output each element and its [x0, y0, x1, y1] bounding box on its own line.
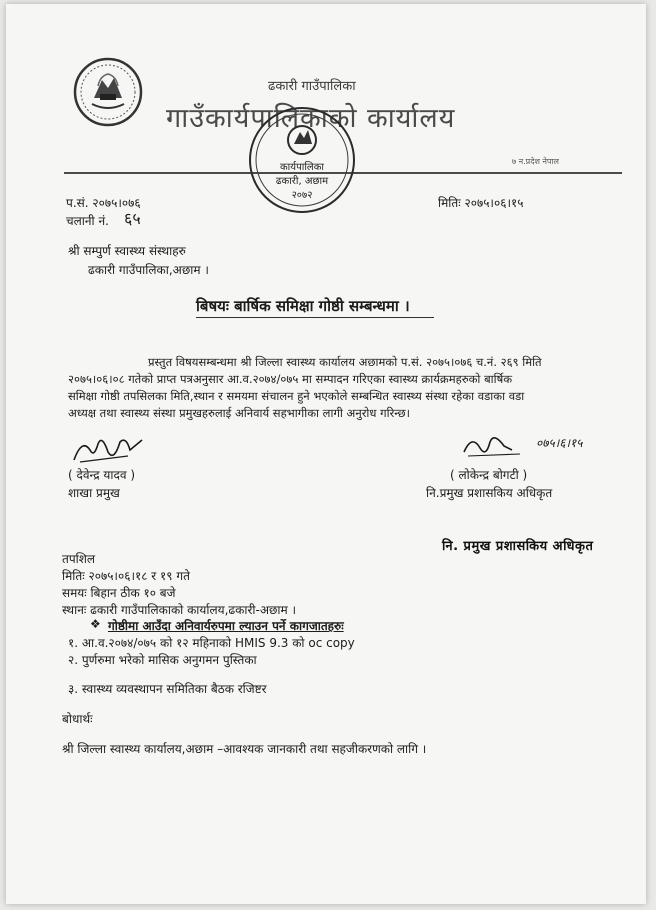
body-paragraph	[68, 354, 608, 422]
document-item: २. पुर्णरुमा भरेको मासिक अनुगमन पुस्तिका	[68, 653, 257, 667]
document-item: ३. स्वास्थ्य व्यवस्थापन समितिका बैठक रजिष्टर	[68, 682, 267, 696]
body-line: २०७५।०६।०८ गतेको प्राप्त पत्रअनुसार आ.व.२०७४/०७५ मा सम्पादन गरिएका स्वास्थ्य क्रार्यक्रमहरुको बार्षिक	[68, 372, 513, 386]
diamond-bullet-icon: ❖	[90, 617, 101, 631]
subject-line: बिषयः बार्षिक समिक्षा गोष्ठी सम्बन्धमा ।	[196, 297, 410, 315]
tapasil-place: स्थानः ढकारी गाउँपालिकाको कार्यालय,ढकारी-अछाम ।	[62, 603, 297, 617]
recipient-line-2: ढकारी गाउँपालिका,अछाम ।	[88, 263, 209, 277]
tapasil-date: मितिः २०७५।०६।१८ र १९ गते	[62, 569, 190, 583]
svg-text:ढकारी, अछाम: ढकारी, अछाम	[275, 176, 329, 187]
right-signatory-name: ( लोकेन्द्र बोगटी )	[450, 468, 528, 482]
chalani-label: चलानी नं.	[66, 214, 109, 228]
office-name: गाउँकार्यपालिकाको कार्यालय	[166, 103, 456, 134]
document-item: १. आ.व.२०७४/०७५ को १२ महिनाको HMIS 9.3 को oc copy	[68, 636, 355, 650]
body-line: प्रस्तुत विषयसम्बन्धमा श्री जिल्ला स्वास्थ्य कार्यालय अछामको प.सं. २०७५।०७६ च.नं. २६९ मिति	[148, 355, 542, 369]
bodhartha-line: श्री जिल्ला स्वास्थ्य कार्यालय,अछाम –आवश्यक जानकारी तथा सहजीकरणको लागि ।	[62, 742, 427, 756]
tapasil-heading: तपशिल	[62, 552, 96, 566]
right-signature-icon	[460, 428, 540, 464]
svg-text:२०७२: २०७२	[291, 190, 313, 201]
reference-number: प.सं. २०७५।०७६	[66, 196, 141, 210]
letter-date: मितिः २०७५।०६।१५	[438, 196, 524, 210]
nepal-emblem-icon	[70, 54, 146, 130]
tapasil-time: समयः बिहान ठीक १० बजे	[62, 586, 176, 600]
ward-note: ७ न.प्रदेश नेपाल	[512, 157, 559, 166]
body-line: अध्यक्ष तथा स्वास्थ्य संस्था प्रमुखहरुलाई अनिवार्य सहभागीका लागी अनुरोध गरिन्छ।	[68, 406, 410, 420]
handwritten-date: ०७५।६।१५	[536, 436, 583, 450]
bodhartha-heading: बोधार्थः	[62, 712, 93, 726]
svg-text:कार्यपालिका: कार्यपालिका	[280, 162, 324, 173]
office-stamp-icon	[242, 100, 362, 220]
left-signatory-name: ( देवेन्द्र यादव )	[68, 468, 136, 482]
right-signatory-title: नि.प्रमुख प्रशासकिय अधिकृत	[426, 486, 553, 500]
official-title-stamp: नि. प्रमुख प्रशासकिय अधिकृत	[442, 539, 594, 554]
subject-underline	[196, 317, 434, 318]
left-signatory-title: शाखा प्रमुख	[68, 486, 120, 500]
left-signature-icon	[68, 432, 148, 468]
body-line: समिक्षा गोष्ठी तपसिलका मिति,स्थान र समयमा संचालन हुने भएकोले सम्बन्धित स्वास्थ्य संस्था रहेका वडाका वडा	[68, 389, 525, 403]
documents-heading: गोष्ठीमा आउँदा अनिवार्यरुपमा ल्याउन पर्ने कागजातहरुः	[108, 619, 344, 633]
chalani-number: ६५	[124, 209, 141, 228]
recipient-line-1: श्री सम्पुर्ण स्वास्थ्य संस्थाहरु	[68, 244, 186, 258]
letter-sheet	[6, 4, 646, 904]
municipality-name: ढकारी गाउँपालिका	[268, 79, 356, 94]
